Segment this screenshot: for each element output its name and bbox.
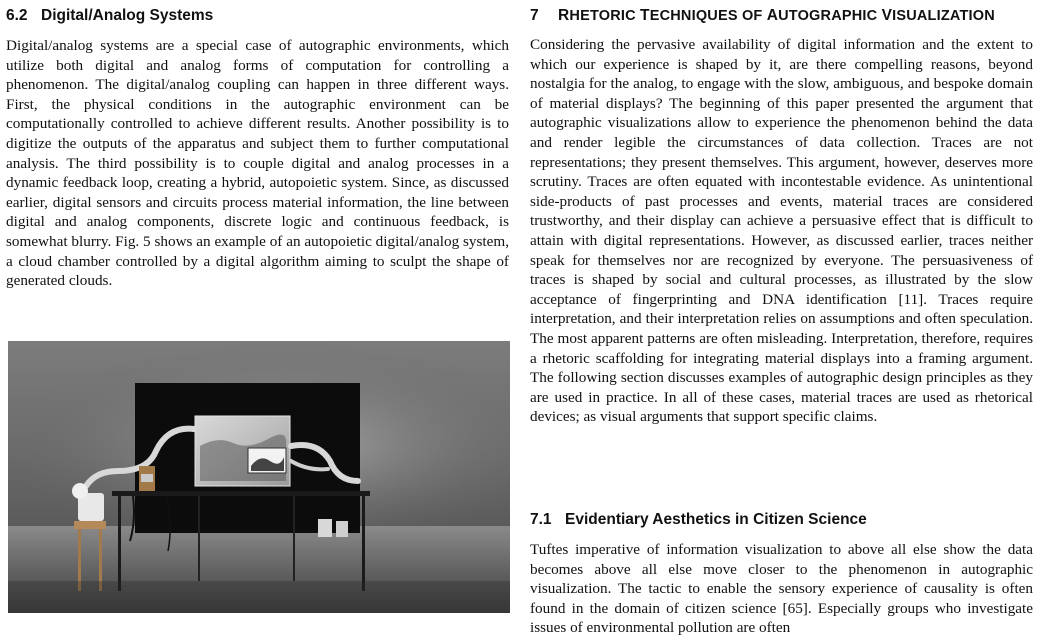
body-paragraph-citizen-science: Tuftes imperative of information visualization to above all else show the data becomes above all else move closer to the phenomenon in autographic visualization. The tactic to enable the sensory experience of causality is often found in the domain of citizen science [65]. Especially groups who investigate issues of environmental pollution are often — [530, 541, 1033, 637]
section-title: Evidentiary Aesthetics in Citizen Science — [565, 511, 867, 528]
section-title-part: R — [558, 7, 570, 24]
section-title-part: A — [766, 7, 779, 24]
section-number: 6.2 — [6, 7, 28, 24]
section-title-part: ISUALIZATION — [892, 8, 995, 24]
section-title: Digital/Analog Systems — [41, 7, 214, 24]
section-number: 7 — [530, 7, 539, 24]
section-title-part: HETORIC — [569, 8, 641, 24]
section-number: 7.1 — [530, 511, 552, 528]
section-title-part: UTOGRAPHIC — [778, 8, 882, 24]
section-title-part: ECHNIQUES OF — [649, 8, 767, 24]
section-title-part: V — [881, 7, 893, 24]
section-heading-7 — [530, 6, 995, 26]
figure-cloud-chamber-photo — [8, 341, 510, 613]
section-title — [558, 8, 995, 24]
section-heading-6-2 — [6, 6, 213, 26]
body-paragraph-digital-analog: Digital/analog systems are a special case of autographic environments, which utilize both digital and analog forms of computation for controlling a phenomenon. The digital/analog coupling can happen in three different ways. First, the physical conditions in the autographic environment can be computationally controlled to achieve different results. Another possibility is to digitize the outputs of the apparatus and subject them to further computational analysis. The third possibility is to couple digital and analog processes in a dynamic feedback loop, creating a hybrid, autopoietic system. Since, as discussed earlier, digital sensors and circuits process material information, the line between digital and analog components, discrete logic and continuous feedback, is somewhat blurry. Fig. 5 shows an example of an autopoietic digital/analog system, a cloud chamber controlled by a digital algorithm aiming to sculpt the shape of generated clouds. — [6, 37, 509, 290]
body-paragraph-rhetoric: Considering the pervasive availability of digital information and the extent to which our experience is shaped by it, are there compelling reasons, beyond nostalgia for the analog, to engage with the slow, ambiguous, and bespoke domain of material displays? The beginning of this paper presented the argument that autographic visualizations allow to experience the phenomenon behind the data and render legible the circumstances of data collection. Traces are not representations; they present themselves. This argument, however, deserves more scrutiny. Traces are often equated with incontestable evidence. As unintentional side-products of past processes and events, material traces are considered trustworthy, and their display can achieve a persuasive effect that is difficult to attain with digital representations. However, as discussed earlier, traces neither speak for themselves nor are recognized by everyone. The persuasiveness of traces is shaped by social and cultural processes, as illustrated by the slow acceptance of fingerprinting and DNA identification [11]. Traces require interpretation, and their interpretation relies on assumptions and often speculation. The most apparent patterns are often misleading. Interpretation, therefore, requires a rhetoric scaffolding for integrating material displays into a framing argument. The following section discusses examples of autographic design principles as they are used in practice. In all of these cases, material traces are used as rhetorical devices; as visual arguments that support specific claims. — [530, 36, 1033, 426]
section-heading-7-1 — [530, 510, 867, 530]
section-title-part: T — [640, 7, 650, 24]
